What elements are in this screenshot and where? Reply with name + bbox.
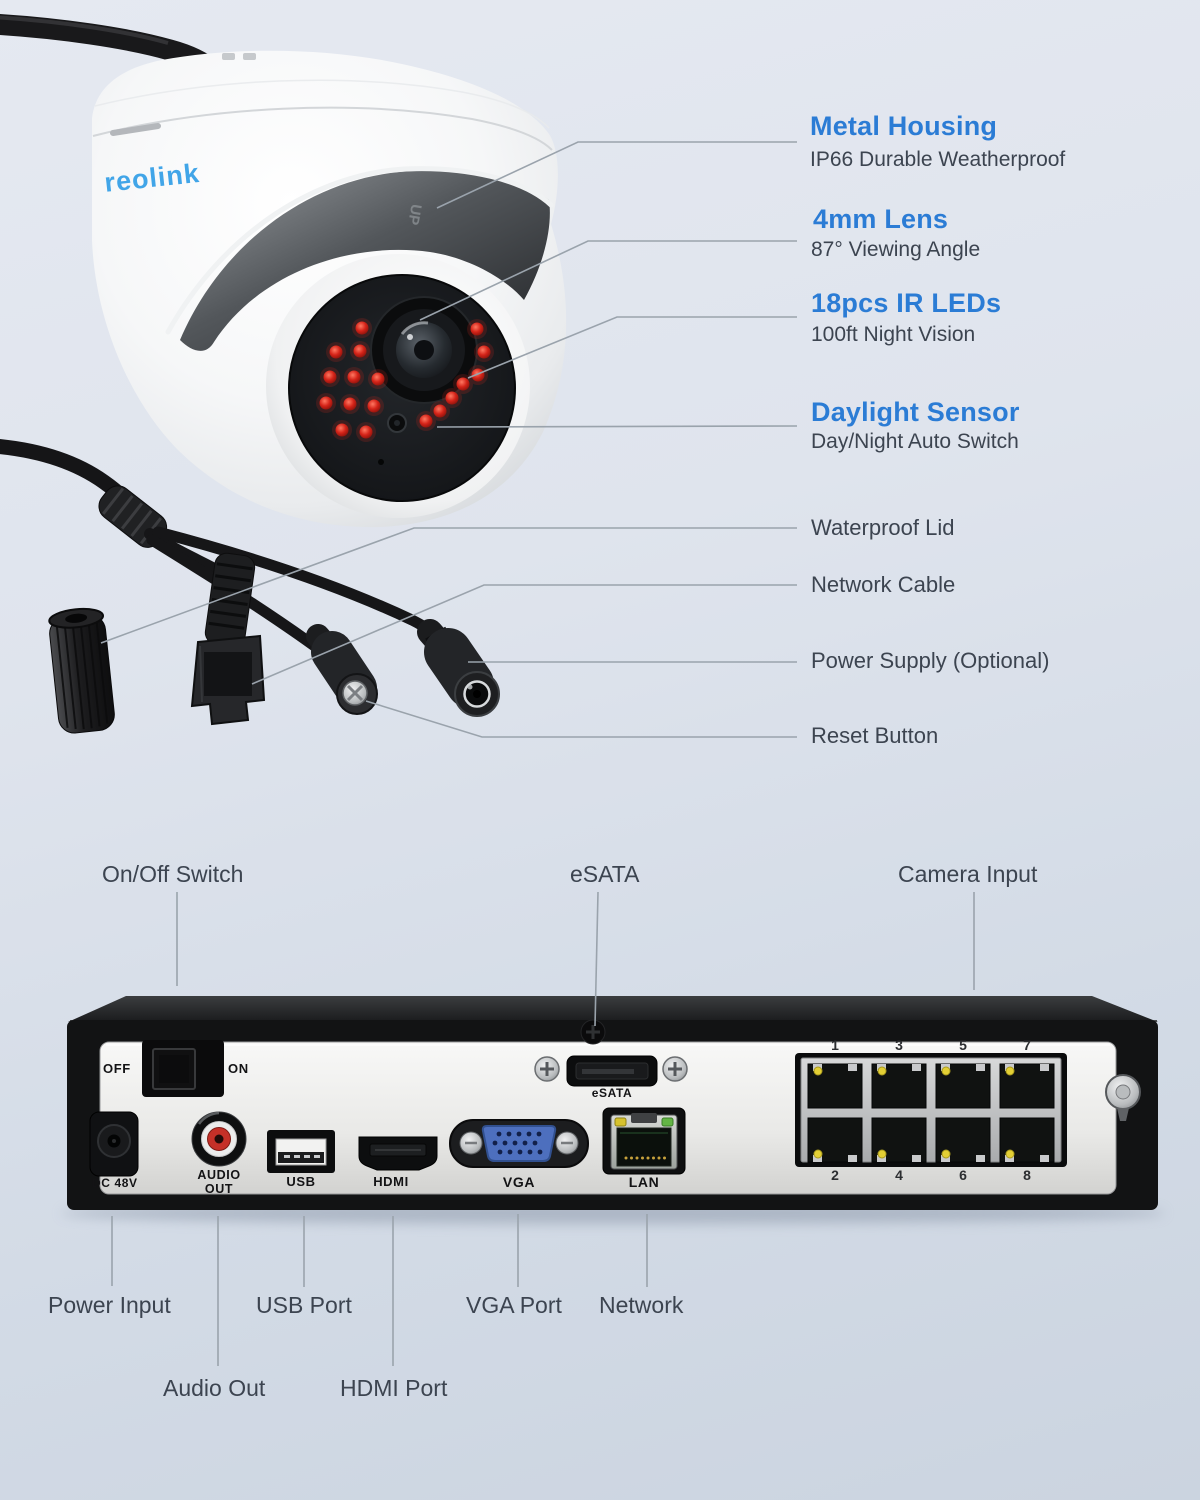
- panel-label-vga: VGA: [502, 1174, 536, 1190]
- vga-port: [450, 1120, 588, 1167]
- usb-port: [267, 1130, 335, 1173]
- port-number-5: 5: [959, 1037, 967, 1053]
- panel-label-usb: USB: [286, 1174, 316, 1189]
- label-power-input: Power Input: [48, 1292, 171, 1318]
- waterproof-lid: [47, 606, 116, 734]
- port-number-8: 8: [1023, 1167, 1031, 1183]
- panel-label-on: ON: [228, 1061, 249, 1076]
- port-number-1: 1: [831, 1037, 839, 1053]
- panel-label-dc48v: DC 48V: [92, 1176, 138, 1190]
- label-power-supply: Power Supply (Optional): [811, 648, 1050, 673]
- power-supply-connector: [426, 628, 499, 716]
- label-hdmi-port: HDMI Port: [340, 1375, 448, 1401]
- label-esata: eSATA: [570, 861, 640, 887]
- camera-illustration: [0, 17, 566, 527]
- port-number-6: 6: [959, 1167, 967, 1183]
- reolink-logo: reolink: [103, 158, 202, 198]
- label-network-cable: Network Cable: [811, 572, 956, 597]
- callout-lens-subtitle: 87° Viewing Angle: [811, 238, 981, 261]
- mic-hole: [378, 459, 384, 465]
- label-camera-input: Camera Input: [898, 861, 1038, 887]
- panel-label-hdmi: HDMI: [373, 1174, 409, 1189]
- callout-daylight-sensor-subtitle: Day/Night Auto Switch: [811, 430, 1019, 453]
- label-waterproof-lid: Waterproof Lid: [811, 515, 955, 540]
- label-on-off-switch: On/Off Switch: [102, 861, 244, 887]
- power-switch: [142, 1040, 224, 1097]
- label-network: Network: [599, 1292, 684, 1318]
- callout-lens-title: 4mm Lens: [813, 204, 949, 234]
- audio-out-rca: [192, 1112, 246, 1166]
- panel-label-audio-out: OUT: [204, 1182, 234, 1196]
- hdmi-port: [359, 1137, 437, 1170]
- label-reset-button: Reset Button: [811, 723, 939, 748]
- port-number-4: 4: [895, 1167, 903, 1183]
- callout-daylight-sensor-title: Daylight Sensor: [811, 397, 1020, 427]
- callout-ir-leds-subtitle: 100ft Night Vision: [811, 323, 976, 346]
- label-vga-port: VGA Port: [466, 1292, 562, 1318]
- port-number-7: 7: [1023, 1037, 1031, 1053]
- panel-label-lan: LAN: [628, 1174, 660, 1190]
- port-number-2: 2: [831, 1167, 839, 1183]
- label-usb-port: USB Port: [256, 1292, 352, 1318]
- up-marking: UP: [404, 202, 425, 227]
- port-number-3: 3: [895, 1037, 903, 1053]
- callout-metal-housing-subtitle: IP66 Durable Weatherproof: [810, 148, 1066, 171]
- callout-metal-housing-title: Metal Housing: [810, 111, 998, 141]
- nvr-top-face: [68, 996, 1158, 1022]
- panel-label-esata: eSATA: [591, 1086, 633, 1100]
- camera-input-block: [795, 1053, 1067, 1167]
- label-audio-out: Audio Out: [163, 1375, 266, 1401]
- panel-label-off: OFF: [103, 1061, 131, 1076]
- lan-port: [603, 1108, 685, 1174]
- callout-ir-leds-title: 18pcs IR LEDs: [811, 288, 1002, 318]
- panel-label-audio: AUDIO: [197, 1168, 241, 1182]
- dc-power-jack: [90, 1112, 138, 1176]
